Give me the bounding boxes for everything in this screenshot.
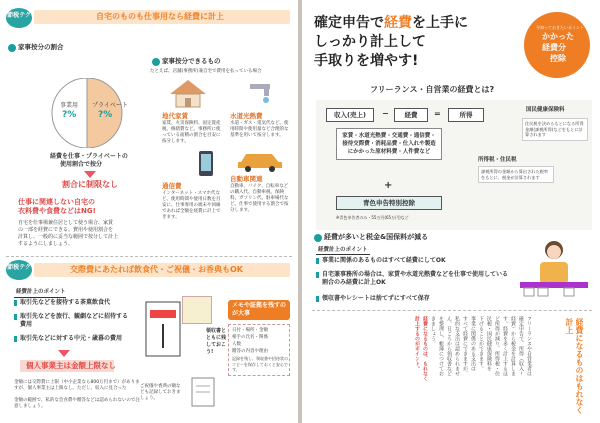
tax2-label: 所得税・住民税: [478, 157, 517, 163]
kaji-note-2: の一部を経費にできる。費用や使用割合を: [18, 227, 114, 233]
headline-line-2: しっかり計上して: [314, 34, 426, 50]
kaji-note-title-1: 仕事に関連しない自宅の: [18, 198, 95, 206]
house-icon: [168, 78, 208, 108]
body-column-emphasis: 経費になるものは、もれなく: [422, 316, 428, 381]
point-title: 経費が多いと税金&国保料が減る: [324, 233, 429, 241]
left-page: [0, 0, 298, 423]
tax1-label: 国民健康保険料: [526, 107, 565, 113]
bullet-icon: [152, 58, 160, 66]
body-column: 確定申告で、所得（収入−: [518, 316, 524, 376]
kosai-item-1: 取引先などを接待する茶菓飲食代: [20, 299, 111, 306]
shotoku-box: 所得: [448, 108, 484, 122]
section1-title: 自宅のものも仕事用なら経費に計上: [96, 12, 224, 21]
gift-note: ご祝儀や香典の額なども記録しておきましょう。: [140, 384, 181, 401]
circle-line-2: 経費分: [542, 43, 566, 52]
tax1-note: 住民税を決めるもとになる所得金額(課税所得)などをもとに計算されます: [522, 118, 588, 141]
badge-text: 節税テク: [7, 264, 31, 271]
headline-line-3: 手取りを増やす!: [314, 53, 419, 69]
minus-sign: −: [382, 109, 389, 118]
setsuzei-badge-2: [6, 260, 32, 280]
point-item-2: 自宅兼事務所の場合は、家賃や水道光熱費などを仕事で使用している割合のみ経費に計上OK: [322, 271, 509, 286]
target-name-utility: 水道光熱費: [230, 112, 263, 120]
kosai-item-3: 取引先などに対する中元・歳暮の費用: [20, 335, 123, 342]
memo-item-3: 人数: [232, 342, 241, 347]
vertical-text-body: [316, 316, 532, 416]
phone-icon: [196, 150, 216, 178]
body-column: ん。日ごろから領収書など: [446, 316, 452, 376]
hand-receipt-icon: [186, 376, 222, 412]
setsuzei-badge-1: [6, 8, 32, 28]
list-marker: [14, 300, 17, 306]
body-column: 下げることができます。: [478, 316, 484, 371]
formula-footnote: ※青色申告者のみ・55万円(65万円)など: [336, 215, 409, 220]
target-name-car: 自動車関連: [230, 175, 263, 183]
targets-title: 家事按分できるもの: [162, 57, 221, 65]
body-column: 経費）から税金を計算しま: [510, 316, 516, 376]
kaji-result: 割合に制限なし: [62, 180, 118, 189]
list-marker: [14, 336, 17, 342]
kosai-label: 経費計上のポイント: [16, 289, 66, 295]
section2-title: 交際費にあたれば飲食代・ご祝儀・お香典もOK: [70, 265, 243, 274]
body-column: ど所得が減り、所得税・住: [494, 316, 500, 376]
bullet-icon: [314, 234, 322, 242]
target-desc-rent: 家賃、火災保険料、固定資産税、修繕費など。事務所に使っている面積の割合を目安に按分します。: [162, 121, 221, 144]
body-column: を整理し、帳簿につけてお: [438, 316, 444, 376]
point-label: 経費計上のポイント: [318, 247, 368, 253]
list-marker: [316, 258, 319, 264]
target-desc-car: 自動車、バイク、自転車などの購入代、自動車税、保険料、ガソリン代、駐車場代など。仕事で使用する割合で按分します。: [230, 184, 289, 213]
target-name-comm: 通信費: [162, 182, 182, 190]
kaji-note-title-2: 衣料費や食費などはNG!: [18, 207, 96, 215]
kosai-note-1: 金額には交際費に上限（中小企業なら800万円まで）がありますが、個人事業主は上限なし。ただし、収入に見合った: [14, 380, 140, 391]
kaji-caption-1: 経費を仕事・プライベートの: [50, 153, 128, 160]
income-box: 収入(売上): [326, 108, 374, 122]
kaji-note-1: 自宅を仕事場兼住居として使う場合、家賃: [18, 220, 114, 226]
kosai-note-2: 金額の範囲で、私的な会食費や贈答などは認められないので注意しましょう。: [14, 398, 140, 409]
target-desc-comm: インターネット・スマホ代など。使用時間や使用日数を目安に、仕事専用の端末や回線であれば全額を経費に計上できます。: [162, 191, 221, 220]
point-item-3: 領収書やレシートは捨てずにすべて保存: [322, 295, 430, 302]
pie-label-private: プライベート: [92, 102, 128, 109]
body-column: 民税・国民健康保険料を: [486, 316, 492, 371]
target-desc-utility: 水道・ガス・電気代など。使用時間や使用量など合理的な基準を用いて按分します。: [230, 121, 289, 138]
pie-label-business: 事業用: [60, 102, 79, 109]
divider: [312, 310, 592, 311]
right-page: [302, 0, 600, 423]
memo-note: 記録を残し、領収書や招待状のコピーを保存しておくと安心です。: [232, 356, 288, 372]
memo-item-1: 日付・場所・金額: [232, 328, 268, 333]
headline-line-1: [314, 14, 468, 33]
point-item-1: 事業に関係のあるものはすべて経費にしてOK: [322, 257, 446, 264]
expense-detail: 家賃・水道光熱費・交通費・通信費・接待交際費・消耗品費・仕入れや製造にかかった原材料費・人件費など: [336, 128, 442, 160]
body-column-emphasis: 計上するのがポイント。: [414, 316, 420, 371]
receipt-note: 領収書とともに残しておこう!: [206, 328, 227, 355]
headline-part: を上手に: [412, 15, 468, 31]
plus-sign: +: [384, 180, 393, 191]
list-marker: [316, 296, 319, 302]
equals-sign: =: [434, 109, 441, 118]
kosai-result: 個人事業主は金額上限なし: [26, 361, 116, 370]
circle-line-3: 控除: [550, 54, 566, 63]
kosai-item-2: 取引先などを旅行、観劇などに招待する費用: [20, 313, 129, 328]
headline-emphasis: 経費: [384, 15, 412, 31]
deduction-box: 青色申告特別控除: [336, 196, 442, 210]
body-column: きましょう。: [430, 316, 436, 346]
body-column: すべて経費にできますが、: [462, 316, 468, 376]
kaji-title: 家事按分の割合: [18, 43, 64, 51]
expense-box: 経費: [394, 108, 428, 122]
circle-small: 今知っておきたいポイント: [536, 25, 584, 30]
arrow-down-icon: [58, 350, 70, 357]
body-column: す。経費を多く計上するほ: [502, 316, 508, 376]
memo-item-2: 相手の氏名・関係: [232, 335, 268, 340]
bullet-icon: [8, 44, 16, 52]
tax2-note: 課税所得の金額から算出された税率をもとに、税金が計算されます: [478, 166, 554, 183]
targets-subtitle: たとえば、店舗(事務所)兼自宅で費用を払っている場合: [150, 69, 262, 74]
circle-line-1: かかった: [542, 32, 574, 41]
body-column: 事業に関係のある支出は: [470, 316, 476, 371]
list-marker: [14, 314, 17, 320]
list-marker: [316, 272, 319, 278]
target-name-rent: 地代家賃: [162, 112, 188, 120]
headline: [314, 14, 468, 71]
vertical-side-heading: 経費になるものはもれなく計上: [565, 318, 584, 414]
memo-callout-text: メモや証拠を残すのが大事: [232, 302, 287, 317]
kaji-note-3: 計算し、一般的に妥当な範囲で按分して計上: [18, 234, 119, 240]
formula-title: フリーランス・自営業の経費とは?: [370, 85, 495, 94]
woman-with-receipts-illustration: [516, 236, 592, 306]
kaji-caption-2: 使用割合で按分: [60, 161, 103, 168]
badge-text: 節税テク: [7, 12, 31, 19]
arrow-down-icon: [84, 171, 96, 178]
kaji-note-4: するようにしましょう。: [18, 241, 74, 247]
faucet-icon: [246, 78, 276, 108]
car-icon: [236, 148, 284, 172]
memo-paper: [182, 296, 212, 324]
body-column: 私的な支出は認められませ: [454, 316, 460, 376]
pie-chart: [42, 78, 132, 148]
memo-item-4: 贈答の内容や理由: [232, 349, 268, 354]
pie-value-business: ?%: [62, 110, 77, 120]
divider: [6, 256, 292, 257]
pie-value-private: ?%: [98, 110, 113, 120]
body-column: フリーランスや自営業者は: [526, 316, 532, 376]
headline-part: 確定申告で: [314, 15, 384, 31]
